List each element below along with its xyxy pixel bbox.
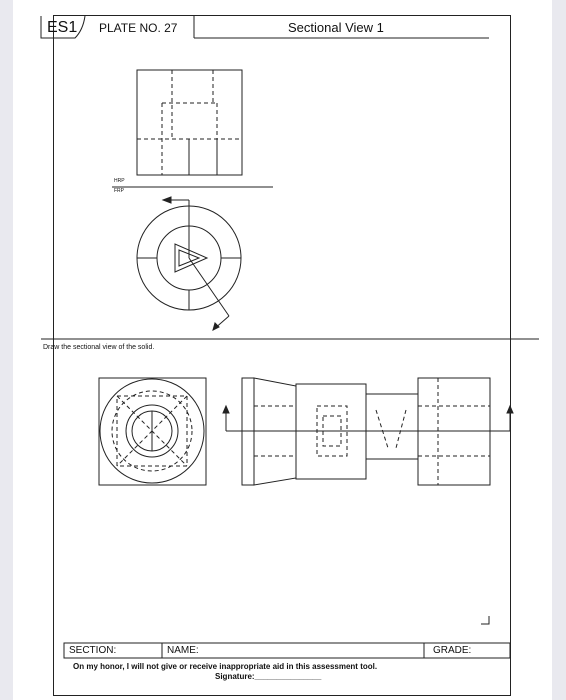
plate-number: PLATE NO. 27 bbox=[99, 21, 178, 35]
plate-code: ES1 bbox=[47, 19, 78, 36]
side-view bbox=[223, 378, 513, 485]
frp-label: FRP bbox=[114, 188, 124, 194]
drawing-sheet bbox=[13, 0, 552, 700]
name-label: NAME: bbox=[167, 645, 199, 656]
honor-statement: On my honor, I will not give or receive inappropriate aid in this assessment tool. bbox=[73, 662, 378, 671]
grade-label: GRADE: bbox=[433, 645, 472, 656]
end-view bbox=[99, 378, 206, 485]
hrp-label: HRP bbox=[114, 178, 125, 184]
front-view-top bbox=[137, 70, 242, 175]
corner-mark bbox=[481, 616, 489, 624]
instruction-text: Draw the sectional view of the solid. bbox=[43, 344, 155, 351]
signature-line: Signature:_______________ bbox=[215, 672, 322, 681]
section-label: SECTION: bbox=[69, 645, 117, 656]
sheet-title: Sectional View 1 bbox=[288, 20, 384, 35]
top-view-circle bbox=[137, 197, 241, 330]
